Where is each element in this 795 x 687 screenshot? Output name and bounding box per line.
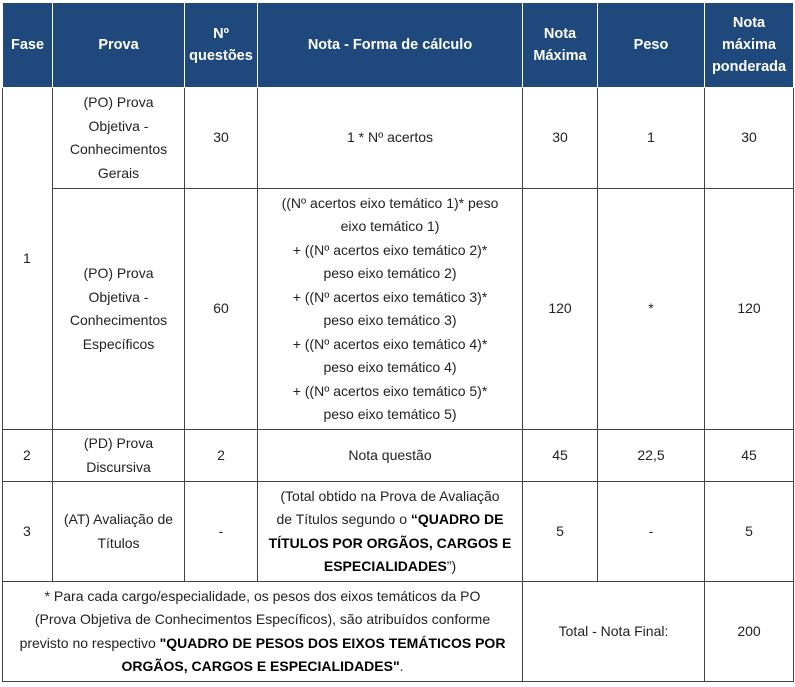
formula-cell — [258, 88, 523, 189]
ponderada-cell: 120 — [705, 189, 794, 430]
footer-note — [3, 582, 523, 682]
text-line: + ((Nº acertos eixo temático 3)* — [292, 288, 488, 305]
header-peso: Peso — [598, 3, 705, 88]
note-line — [9, 655, 516, 679]
peso-cell: 1 — [598, 88, 705, 189]
text-line: peso eixo temático 5) — [323, 406, 457, 422]
header-forma-calculo: Nota - Forma de cálculo — [258, 3, 523, 88]
text-line: Objetiva - — [88, 288, 149, 305]
prova-cell — [53, 430, 185, 482]
formula-line — [264, 508, 516, 532]
table-row — [3, 189, 794, 430]
text-line: 1 * Nº acertos — [346, 129, 434, 146]
header-prova: Prova — [53, 3, 185, 88]
table-row — [3, 88, 794, 189]
quadro-titulos-ref: ESPECIALIDADES — [323, 558, 447, 574]
header-nota-maxima — [523, 3, 598, 88]
text-line: Nota — [732, 15, 766, 31]
questoes-cell: - — [185, 482, 258, 582]
text-line: Nº — [213, 26, 229, 42]
fase-cell: 3 — [3, 482, 53, 582]
text-line: ((Nº acertos eixo temático 1)* peso — [281, 194, 499, 211]
formula-text: de Títulos segundo o — [276, 511, 411, 527]
note-line: * Para cada cargo/especialidade, os pesos dos eixos temáticos da PO — [44, 587, 481, 604]
prova-cell — [53, 88, 185, 189]
footer-row — [3, 582, 794, 682]
text-line: eixo temático 1) — [340, 218, 440, 234]
text-line: + ((Nº acertos eixo temático 5)* — [292, 382, 488, 399]
quadro-titulos-ref: TÍTULOS POR ORGÃOS, CARGOS E — [268, 534, 512, 551]
ponderada-cell: 30 — [705, 88, 794, 189]
text-line: + ((Nº acertos eixo temático 2)* — [292, 241, 488, 258]
total-label: Total - Nota Final: — [523, 582, 705, 682]
text-line: (PD) Prova — [83, 435, 154, 451]
text-line: máxima — [721, 37, 776, 53]
header-num-questoes — [185, 3, 258, 88]
note-line — [9, 632, 516, 656]
text-line: (PO) Prova — [83, 94, 154, 110]
header-row — [3, 3, 794, 88]
fase-cell: 2 — [3, 430, 53, 482]
quadro-titulos-ref: “QUADRO DE — [410, 511, 504, 527]
table-row — [3, 430, 794, 482]
note-line: (Prova Objetiva de Conhecimentos Específicos), são atribuídos conforme — [34, 611, 491, 627]
formula-text: ”) — [446, 558, 457, 574]
text-line: questões — [189, 48, 253, 64]
quadro-pesos-ref: "QUADRO DE PESOS DOS EIXOS TEMÁTICOS POR — [159, 634, 506, 651]
text-line: Conhecimentos — [69, 312, 168, 328]
header-nota-max-ponderada — [705, 3, 794, 88]
peso-cell: 22,5 — [598, 430, 705, 482]
text-line: (PO) Prova — [83, 265, 154, 281]
text-line: Títulos — [97, 534, 140, 551]
text-line: Nota questão — [348, 446, 432, 463]
text-line: Gerais — [97, 164, 140, 181]
note-text: . — [399, 658, 404, 674]
text-line: Nota — [543, 26, 577, 42]
nota-maxima-cell: 30 — [523, 88, 598, 189]
formula-line: (Total obtido na Prova de Avaliação — [280, 487, 500, 504]
text-line: Específicos — [82, 335, 155, 352]
table-row — [3, 482, 794, 582]
text-line: ponderada — [711, 59, 787, 75]
text-line: peso eixo temático 4) — [323, 359, 457, 375]
text-line: Objetiva - — [88, 117, 149, 134]
quadro-pesos-ref: ORGÃOS, CARGOS E ESPECIALIDADES" — [121, 658, 400, 674]
total-value: 200 — [705, 582, 794, 682]
text-line: Conhecimentos — [69, 141, 168, 157]
text-line: Discursiva — [86, 458, 151, 475]
formula-cell — [258, 482, 523, 582]
questoes-cell: 30 — [185, 88, 258, 189]
fase-cell: 1 — [3, 88, 53, 430]
prova-cell — [53, 189, 185, 430]
text-line: + ((Nº acertos eixo temático 4)* — [292, 335, 488, 352]
nota-maxima-cell: 45 — [523, 430, 598, 482]
formula-line — [264, 555, 516, 579]
text-line: peso eixo temático 3) — [323, 312, 457, 328]
nota-maxima-cell: 120 — [523, 189, 598, 430]
evaluation-table — [2, 2, 794, 682]
nota-maxima-cell: 5 — [523, 482, 598, 582]
text-line: (AT) Avaliação de — [63, 511, 174, 527]
header-fase: Fase — [3, 3, 53, 88]
ponderada-cell: 5 — [705, 482, 794, 582]
ponderada-cell: 45 — [705, 430, 794, 482]
formula-cell — [258, 430, 523, 482]
note-text: previsto no respectivo — [19, 634, 160, 651]
questoes-cell: 2 — [185, 430, 258, 482]
text-line: peso eixo temático 2) — [323, 265, 457, 281]
peso-cell: * — [598, 189, 705, 430]
text-line: Máxima — [533, 48, 587, 64]
formula-cell — [258, 189, 523, 430]
peso-cell: - — [598, 482, 705, 582]
prova-cell — [53, 482, 185, 582]
questoes-cell: 60 — [185, 189, 258, 430]
